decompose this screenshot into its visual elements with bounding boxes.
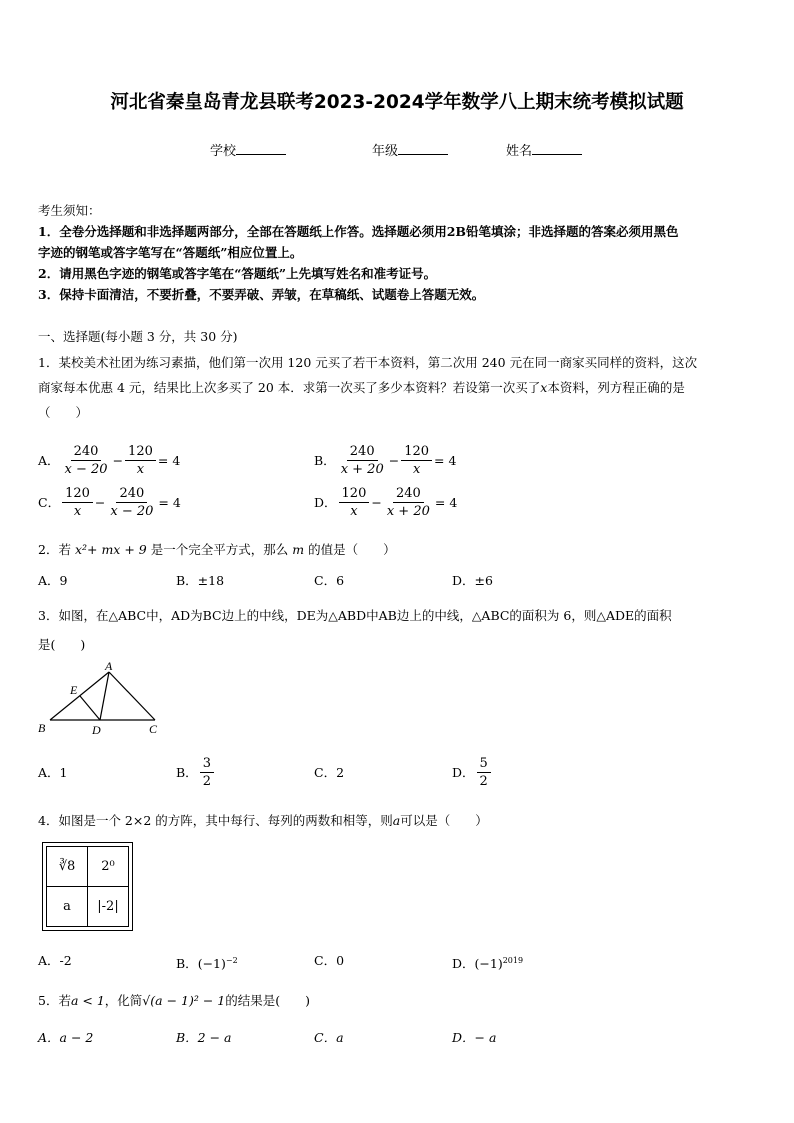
fraction: $\frac{240}{x + 20}$ — [386, 485, 430, 519]
median-de — [80, 696, 100, 720]
q2-option-a[interactable]: A．9 — [38, 573, 68, 588]
notice-item-2: 2．请用黑色字迹的钢笔或答字笔在“答题纸”上先填写姓名和准考证号。 — [38, 266, 437, 281]
q5-option-d[interactable]: D．− a — [452, 1030, 497, 1045]
notice-heading: 考生须知： — [38, 203, 101, 218]
notice-item-1b: 字迹的钢笔或答字笔写在“答题纸”相应位置上。 — [38, 245, 303, 260]
fraction: $\frac{3}{2}$ — [200, 755, 214, 790]
q1-line1: 1．某校美术社团为练习素描，他们第一次用 120 元买了若干本资料，第二次用 240 元在同一商家买同样的资料，这次 — [38, 355, 698, 370]
question-3 — [38, 601, 758, 659]
label-d: D — [92, 723, 101, 737]
label-a: A — [105, 659, 113, 673]
q1-option-a[interactable]: A． $\frac{240}{x - 20}$ − $\frac{120}{x}$ = 4 — [38, 443, 181, 477]
fraction: $\frac{5}{2}$ — [477, 755, 491, 790]
fraction: $\frac{120}{x}$ — [339, 485, 370, 520]
cell-cuberoot: ∛8 — [47, 847, 88, 887]
q5-option-b[interactable]: B．2 − a — [176, 1030, 232, 1045]
fraction: $\frac{240}{x - 20}$ — [64, 443, 108, 477]
edge-ba — [50, 672, 109, 720]
q1-line2: 商家每本优惠 4 元，结果比上次多买了 20 本．求第一次买了多少本资料？若设第一次买了x本资料，列方程正确的是 — [38, 380, 685, 395]
cell-power: 2⁰ — [88, 847, 129, 887]
name-blank — [532, 143, 582, 155]
notice-item-1: 1．全卷分选择题和非选择题两部分，全部在答题纸上作答。选择题必须用2B铅笔填涂；非选择题的答案必须用黑色 — [38, 224, 679, 239]
q1-option-c[interactable]: C． $\frac{120}{x}$ − $\frac{240}{x - 20}$ = 4 — [38, 485, 181, 519]
grade-field — [372, 140, 448, 159]
median-ad — [100, 672, 109, 720]
question-2: 2．若 x²+ mx + 9 是一个完全平方式，那么 m 的值是（ ） — [38, 542, 396, 557]
q3-option-d[interactable]: D． $\frac{5}{2}$ — [452, 754, 493, 790]
label-b: B — [38, 721, 46, 735]
fraction: $\frac{120}{x}$ — [125, 443, 156, 478]
edge-ac — [109, 672, 155, 720]
name-field — [506, 140, 582, 159]
name-label: 姓名 — [506, 144, 533, 159]
q1-option-d[interactable]: D． $\frac{120}{x}$ − $\frac{240}{x + 20}$ = 4 — [314, 485, 458, 519]
q2-option-d[interactable]: D．±6 — [452, 573, 493, 588]
q3-option-b[interactable]: B． $\frac{3}{2}$ — [176, 754, 216, 790]
grade-blank — [398, 143, 448, 155]
q3-option-c[interactable]: C．2 — [314, 765, 345, 780]
q1-option-b[interactable]: B． $\frac{240}{x + 20}$ − $\frac{120}{x}$ = 4 — [314, 443, 457, 477]
fraction: $\frac{120}{x}$ — [401, 443, 432, 478]
page-title: 河北省秦皇岛青龙县联考2023-2024学年数学八上期末统考模拟试题 — [110, 92, 684, 113]
cell-abs: |-2| — [88, 887, 129, 927]
cell-a: a — [47, 887, 88, 927]
q3-line2: 是( ) — [38, 637, 86, 652]
q3-line1: 3．如图，在△ABC中，AD为BC边上的中线，DE为△ABD中AB边上的中线，△ABC的面积为 6，则△ADE的面积 — [38, 608, 672, 623]
question-1 — [38, 350, 758, 425]
fraction: $\frac{120}{x}$ — [62, 485, 93, 520]
notice-block — [38, 200, 758, 305]
fraction: $\frac{240}{x - 20}$ — [110, 485, 154, 519]
q2-option-b[interactable]: B．±18 — [176, 573, 225, 588]
q4-option-b[interactable]: B．$(-1)^{-2}$ — [176, 956, 238, 972]
section-heading: 一、选择题(每小题 3 分，共 30 分) — [38, 329, 238, 344]
q4-option-c[interactable]: C．0 — [314, 953, 345, 968]
triangle-figure — [34, 658, 174, 738]
school-blank — [236, 143, 286, 155]
q3-option-a[interactable]: A．1 — [38, 765, 68, 780]
question-4: 4．如图是一个 2×2 的方阵，其中每行、每列的两数和相等，则a可以是（ ） — [38, 813, 488, 828]
q4-option-d[interactable]: D．$(-1)^{2019}$ — [452, 956, 524, 972]
school-field — [210, 140, 286, 159]
q5-option-a[interactable]: A．a − 2 — [38, 1030, 94, 1045]
q5-option-c[interactable]: C．a — [314, 1030, 344, 1045]
notice-item-3: 3．保持卡面清洁，不要折叠，不要弄破、弄皱，在草稿纸、试题卷上答题无效。 — [38, 287, 485, 302]
q4-option-a[interactable]: A．-2 — [38, 953, 72, 968]
matrix-2x2 — [46, 846, 129, 927]
school-label: 学校 — [210, 144, 237, 159]
fraction: $\frac{240}{x + 20}$ — [340, 443, 384, 477]
grade-label: 年级 — [372, 144, 399, 159]
q2-option-c[interactable]: C．6 — [314, 573, 345, 588]
question-5: 5．若a < 1，化简√(a − 1)² − 1的结果是( ) — [38, 993, 310, 1008]
label-c: C — [149, 722, 158, 736]
q1-line3: （ ） — [38, 405, 89, 420]
label-e: E — [70, 683, 78, 697]
